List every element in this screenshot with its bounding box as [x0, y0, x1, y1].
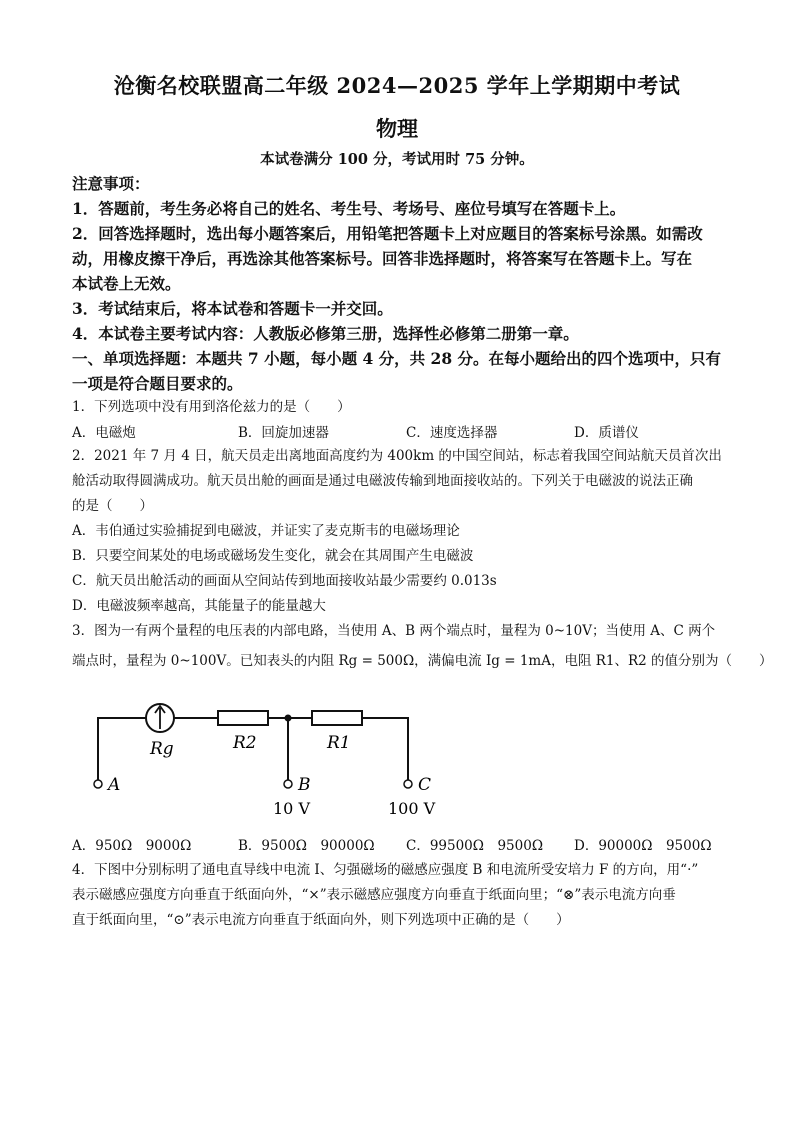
- q2-option-a: A．韦伯通过实验捕捉到电磁波，并证实了麦克斯韦的电磁场理论: [72, 523, 460, 539]
- notice-item-4: 4．本试卷主要考试内容：人教版必修第三册，选择性必修第二册第一章。: [72, 324, 579, 343]
- notice-item-2: 2．回答选择题时，选出每小题答案后，用铅笔把答题卡上对应题目的答案标号涂黑。如需改: [72, 224, 703, 243]
- label-r2: R2: [233, 733, 257, 753]
- subject-title: 物理: [376, 116, 418, 141]
- voltmeter-circuit-diagram: [90, 690, 450, 825]
- q1-option-c: C．速度选择器: [406, 425, 498, 441]
- q4-stem-line-2: 表示磁感应强度方向垂直于纸面向外，“×”表示磁感应强度方向垂直于纸面向里；“⊗”表示电流方向垂: [72, 887, 676, 903]
- q2-stem-line-3: 的是（ ）: [72, 498, 153, 514]
- notice-item-2-cont: 动，用橡皮擦干净后，再选涂其他答案标号。回答非选择题时，将答案写在答题卡上。写在: [72, 249, 693, 268]
- q1-option-d: D．质谱仪: [574, 425, 639, 441]
- terminal-c-label: C: [418, 775, 432, 795]
- q2-stem-line-1: 2．2021 年 7 月 4 日，航天员走出离地面高度约为 400km 的中国空间站，标志着我国空间站航天员首次出: [72, 448, 722, 464]
- q3-stem-line-2: 端点时，量程为 0~100V。已知表头的内阻 Rg = 500Ω，满偏电流 Ig = 1mA，电阻 R1、R2 的值分别为（ ）: [72, 653, 773, 669]
- q2-stem-line-2: 舱活动取得圆满成功。航天员出舱的画面是通过电磁波传输到地面接收站的。下列关于电磁波的说法正确: [72, 473, 693, 489]
- q3-option-d: D．90000Ω 9500Ω: [574, 838, 712, 854]
- terminal-b-label: B: [298, 775, 311, 795]
- notice-heading: 注意事项：: [72, 174, 150, 193]
- q4-stem-line-3: 直于纸面向里，“⊙”表示电流方向垂直于纸面向外，则下列选项中正确的是（ ）: [72, 912, 570, 928]
- notice-item-2-end: 本试卷上无效。: [72, 274, 181, 293]
- q2-option-b: B．只要空间某处的电场或磁场发生变化，就会在其周围产生电磁波: [72, 548, 474, 564]
- terminal-a-label: A: [108, 775, 121, 795]
- terminal-b-voltage: 10 V: [273, 799, 310, 818]
- exam-title: 沧衡名校联盟高二年级 2024—2025 学年上学期期中考试: [113, 73, 681, 98]
- q2-option-c: C．航天员出舱活动的画面从空间站传到地面接收站最少需要约 0.013s: [72, 573, 497, 589]
- q2-option-d: D．电磁波频率越高，其能量子的能量越大: [72, 598, 326, 614]
- q3-stem-line-1: 3．图为一有两个量程的电压表的内部电路，当使用 A、B 两个端点时，量程为 0~10V；当使用 A、C 两个: [72, 623, 716, 639]
- score-note: 本试卷满分 100 分，考试用时 75 分钟。: [260, 151, 534, 168]
- q1-option-a: A．电磁炮: [72, 425, 136, 441]
- terminal-c-voltage: 100 V: [388, 799, 436, 818]
- section-heading-cont: 一项是符合题目要求的。: [72, 374, 243, 393]
- q3-option-b: B．9500Ω 90000Ω: [238, 838, 375, 854]
- section-heading: 一、单项选择题：本题共 7 小题，每小题 4 分，共 28 分。在每小题给出的四个选项中，只有: [72, 349, 722, 368]
- q4-stem-line-1: 4．下图中分别标明了通电直导线中电流 I、匀强磁场的磁感应强度 B 和电流所受安培力 F 的方向，用“·”: [72, 862, 699, 878]
- q1-option-b: B．回旋加速器: [238, 425, 329, 441]
- q3-option-c: C．99500Ω 9500Ω: [406, 838, 544, 854]
- label-r1: R1: [327, 733, 351, 753]
- q3-option-a: A．950Ω 9000Ω: [72, 838, 192, 854]
- notice-item-1: 1．答题前，考生务必将自己的姓名、考生号、考场号、座位号填写在答题卡上。: [72, 199, 626, 218]
- notice-item-3: 3．考试结束后，将本试卷和答题卡一并交回。: [72, 299, 393, 318]
- label-rg: Rg: [150, 739, 174, 759]
- q1-stem: 1．下列选项中没有用到洛伦兹力的是（ ）: [72, 399, 351, 415]
